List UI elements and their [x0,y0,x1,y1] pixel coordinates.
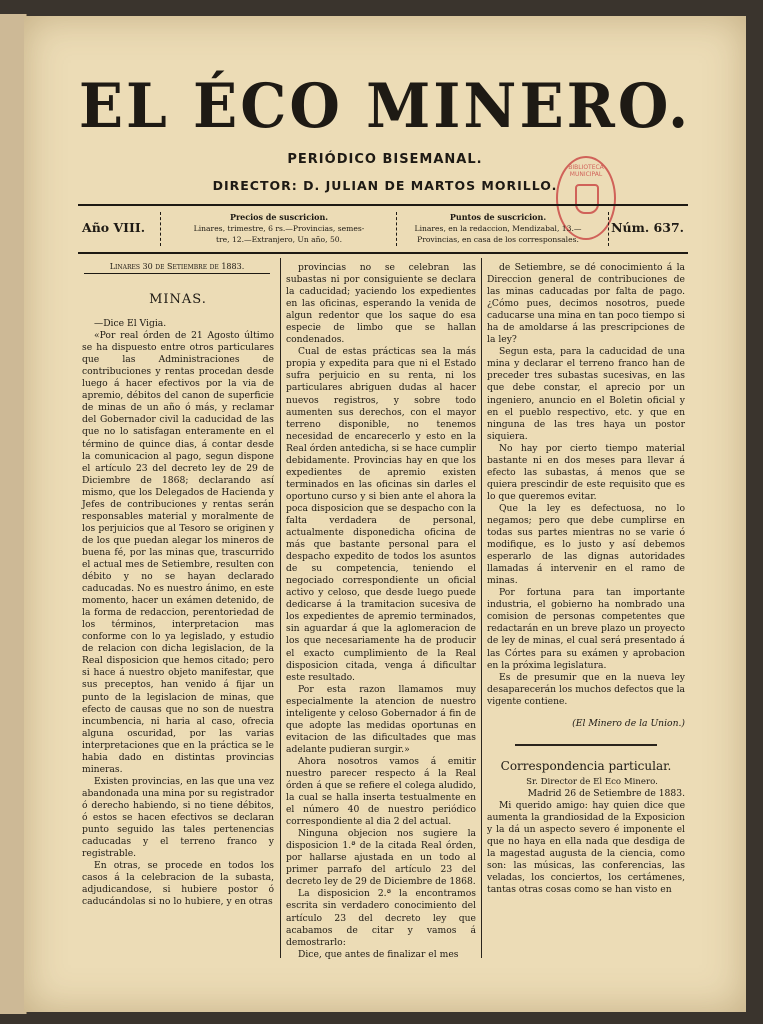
column-rule [280,258,281,958]
points-line: Linares, en la redaccion, Mendizabal, 13.— [414,224,582,233]
column-2 [286,262,476,961]
points-line: Provincias, en casa de los corresponsales. [417,235,579,244]
divider [608,212,610,246]
signature: (El Minero de la Union.) [572,717,685,729]
paragraph: Ahora nosotros vamos á emitir nuestro parecer respecto á la Real órden á que se refiere el colega aludido, la cual se halla inserta testualmente en el número 40 de nuestro periódico correspondiente al dia 2 del actual. [286,755,476,828]
year-label: Año VIII. [82,220,146,235]
points-heading: Puntos de suscricion. [449,212,547,222]
paragraph: Existen provincias, en las que una vez abandonada una mina por su registrador ó derecho habiendo, si no tiene débitos, ó estos se hacen efectivos se declaran punto seguido las tales pertenencias caducadas y el terreno franco y registrable. [82,775,274,860]
prices-block [170,212,388,245]
correspondence-date: Madrid 26 de Setiembre de 1883. [527,787,685,799]
correspondence-addressee: Sr. Director de El Eco Minero. [526,776,658,787]
paragraph: En otras, se procede en todos los casos á la celebracion de la subasta, adjudicandose, si hubiere postor ó caducándolas si no lo hubiere, y en otras [82,860,274,908]
paragraph: de Setiembre, se dé conocimiento á la Direccion general de contribuciones de las minas caducadas por falta de pago. ¿Cómo pues, decimos nosotros, puede caducarse una mina en tan poco tiempo si ha de amoldarse á las prescripciones de la ley? [487,262,685,346]
paragraph: La disposicion 2.ª la encontramos escrita sin verdadero conocimiento del artículo 23 del decreto ley que acabamos de citar y vamos á demostrarlo: [286,888,476,948]
paragraph: Es de presumir que en la nueva ley desaparecerán los muchos defectos que la vigente contiene. [487,671,685,707]
paragraph: provincias no se celebran las subastas ni por consiguiente se declara la caducidad; yaciendo los expedientes en las oficinas, esperando la venida de algun redentor que los saque do esa especie de limbo que se hallan condenados. [286,262,476,346]
paragraph: Ninguna objecion nos sugiere la disposicion 1.ª de la citada Real órden, por hallarse ajustada en un todo al primer parrafo del artículo 23 del decreto ley de 29 de Diciembre de 1868. [286,828,476,888]
column-1 [82,284,274,908]
divider [396,212,398,246]
correspondence-heading: Correspondencia particular. [500,758,672,773]
dateline: Linares 30 de Setiembre de 1883. [84,262,270,274]
points-block [400,212,596,245]
paragraph: Por esta razon llamamos muy especialmente la atencion de nuestro inteligente y celoso Gobernador á fin de que adopte las medidas oportunas en evitacion de las dificultades que mas adelante pudieran surgir.» [286,683,476,755]
masthead-subtitle: PERIÓDICO BISEMANAL. [287,152,483,167]
section-divider [515,744,657,746]
prices-heading: Precios de suscricion. [229,212,329,222]
paragraph: Cual de estas prácticas sea la más propia y expedita para que ni el Estado sufra perjuicio en su renta, ni los particulares abriguen dudas al hacer nuevos registros, y sobre todo aumenten sus derechos, con el mayor terreno disponible, no tenemos necesidad de encarecerlo y esto en la Real órden antedicha, si se hace cumplir debidamente. Provincias hay en que los expedientes de apremio existen terminados en las oficinas sin darles el oportuno curso y si bien ante el ahora la poca disposicion que se despacho con la falta verdadera de personal, actualmente disponedicha oficina de más que bastante personal para el despacho expedito de todos los asuntos de su competencia, teniendo el negociado correspondiente un oficial activo y celoso, que desde luego puede dedicarse á la tramitacion sucesiva de los expedientes de apremio terminados, sin aguardar á que la aglomeracion de los que necesariamente ha de producir el exacto cumplimiento de la Real disposicion citada, venga á dificultar este resultado. [286,346,476,683]
paragraph: —Dice El Vigia. [94,318,167,330]
masthead-title: EL ÉCO MINERO. [78,70,692,142]
section-heading: MINAS. [149,292,207,307]
newspaper-page [24,16,746,1012]
column-rule [481,258,482,958]
previous-page-edge [0,14,27,1014]
stamp-text: BIBLIOTECA MUNICIPAL [568,164,604,178]
prices-line: Linares, trimestre, 6 rs.—Provincias, semes- [193,224,365,233]
paragraph: No hay por cierto tiempo material bastante ni en dos meses para llevar á efecto las subastas, á menos que se quiera prescindir de este requisito que es lo que queremos evitar. [487,442,685,502]
paragraph: Segun esta, para la caducidad de una mina y declarar el terreno franco han de preceder tres subastas sucesivas, en las que debe constar, el aprecio por un ingeniero, anuncio en el Boletin oficial y en el pueblo respectivo, etc. y que en ninguna de las tres haya un postor siquiera. [487,346,685,442]
info-bar [78,204,688,254]
prices-line: tre, 12.—Extranjero, Un año, 50. [215,235,343,244]
paragraph: Mi querido amigo: hay quien dice que aumenta la grandiosidad de la Exposicion y la dá un aspecto severo é imponente el que no haya en ella nada que desdiga de la magestad augusta de la ciencia, como son: las músicas, las conferencias, las veladas, los conciertos, los certámenes, tantas otras cosas como se han visto en [487,799,685,896]
paragraph: Por fortuna para tan importante industria, el gobierno ha nombrado una comision de personas competentes que redactarán en un breve plazo un proyecto de ley de minas, el cual será presentado á las Córtes para su exámen y aprobacion en la próxima legislatura. [487,587,685,671]
paragraph: Que la ley es defectuosa, no lo negamos; pero que debe cumplirse en todas sus partes mientras no se varie ó modifique, es lo justo y así debemos esperarlo de las dignas autoridades llamadas á intervenir en el ramo de minas. [487,502,685,587]
issue-number: Núm. 637. [611,220,684,235]
masthead-director: DIRECTOR: D. JULIAN DE MARTOS MORILLO. [212,178,558,193]
paragraph: «Por real órden de 21 Agosto último se ha dispuesto entre otros particulares que las Administraciones de contribuciones y rentas procedan desde luego á hacer efectivos por la via de apremio, débitos del canon de superficie de minas de un año ó más, y reclamar del Gobernador civil la caducidad de las que no lo satisfagan enteramente en el término de quince dias, á contar desde la comunicacion al pago, segun dispone el artículo 23 del decreto ley de 29 de Diciembre de 1868; declarando así mismo, que los Delegados de Hacienda y Jefes de contribuciones y rentas serán responsables material y moralmente de los perjuicios que al Tesoro se originen y de los que puedan alegar los mineros de buena fé, por las minas que, trascurrido el actual mes de Setiembre, resulten con débito y no se hayan declarado caducadas. No es nuestro ánimo, en este momento, hacer un exámen detenido, de la forma de redaccion, perentoriedad de los términos, interpretacion mas conforme con lo ya legislado, y estudio de relacion con dicha legislacion, de la Real disposicion que hemos citado; pero si hace á nuestro objeto manifestar, que sus preceptos, han venido á fijar un punto de la legislacion de minas, que efecto de causas que no son de nuestra incumbencia, ni haria al caso, ofrecia alguna oscuridad, por las varias interpretaciones que en la práctica se le habia dado en distintas provincias mineras. [82,330,274,775]
paragraph: Dice, que antes de finalizar el mes [298,948,459,960]
column-3 [487,262,685,896]
divider [160,212,162,246]
